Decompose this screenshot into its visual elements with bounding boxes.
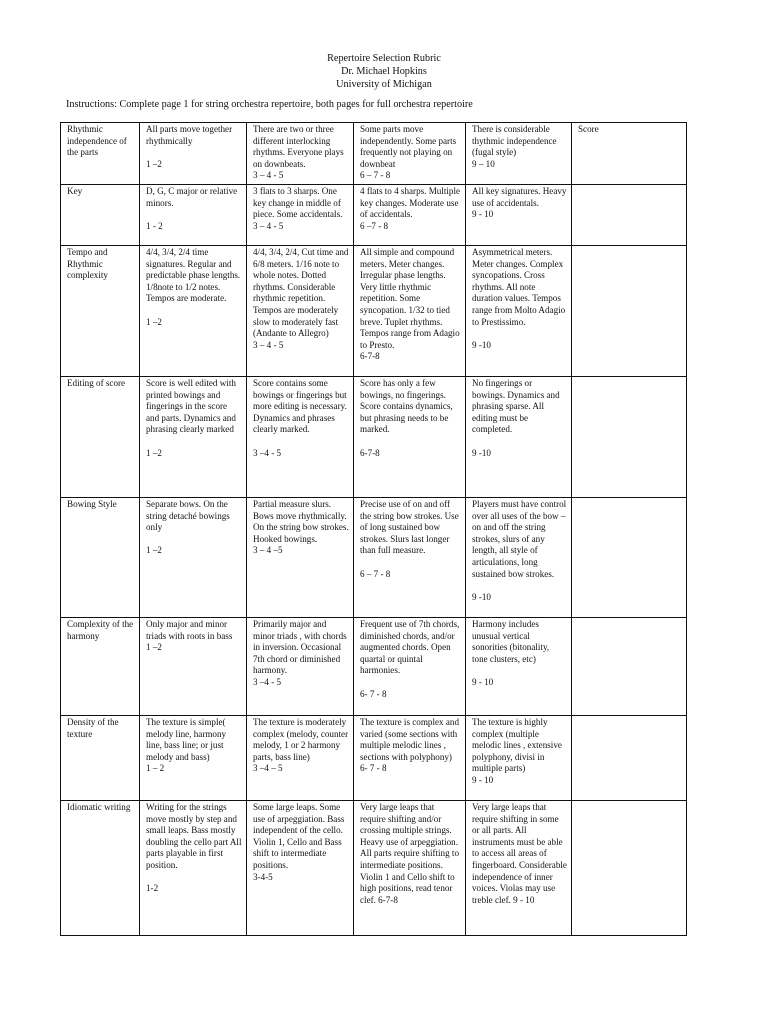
table-row xyxy=(61,184,687,245)
level-cell: All simple and compound meters. Meter changes. Irregular phase lengths. Very little rhythmic repetition. Some syncopation. 1/32 to tied breve. Tuplet rhythms. Tempos range from Adagio to Presto. 6-7-8 xyxy=(354,245,466,376)
level-cell: Very large leaps that require shifting and/or crossing multiple strings. Heavy use of arpeggiation. All parts require shifting to intermediate positions. Violin 1 and Cello shift to high positions, read tenor clef. 6-7-8 xyxy=(354,800,466,935)
level-cell: 4/4, 3/4, 2/4 time signatures. Regular and predictable phase lengths. 1/8note to 1/2 notes. Tempos are moderate. 1 –2 xyxy=(140,245,247,376)
level-cell: Score contains some bowings or fingerings but more editing is necessary. Dynamics and phrases clearly marked. 3 –4 - 5 xyxy=(247,376,354,497)
level-cell: The texture is complex and varied (some sections with multiple melodic lines , sections with polyphony) 6- 7 - 8 xyxy=(354,715,466,800)
table-row xyxy=(61,715,687,800)
score-cell[interactable] xyxy=(572,245,687,376)
document-header xyxy=(0,52,768,91)
level-cell: There is considerable thythmic independence (fugal style) 9 – 10 xyxy=(466,123,572,185)
level-cell: The texture is simple( melody line, harmony line, bass line; or just melody and bass) 1 – 2 xyxy=(140,715,247,800)
document-title: Repertoire Selection Rubric xyxy=(327,53,441,64)
level-cell: Harmony includes unusual vertical sonorities (bitonality, tone clusters, etc) 9 - 10 xyxy=(466,617,572,715)
level-cell: Separate bows. On the string detaché bowings only 1 –2 xyxy=(140,497,247,617)
table-row xyxy=(61,245,687,376)
score-cell[interactable] xyxy=(572,376,687,497)
level-cell: The texture is moderately complex (melody, counter melody, 1 or 2 harmony parts, bass line) 3 –4 – 5 xyxy=(247,715,354,800)
level-cell: Primarily major and minor triads , with chords in inversion. Occasional 7th chord or diminished harmony. 3 –4 - 5 xyxy=(247,617,354,715)
level-cell: Frequent use of 7th chords, diminished chords, and/or augmented chords. Open quartal or quintal harmonies. 6- 7 - 8 xyxy=(354,617,466,715)
table-row xyxy=(61,123,687,185)
score-cell[interactable] xyxy=(572,715,687,800)
table-row xyxy=(61,497,687,617)
category-cell: Tempo and Rhythmic complexity xyxy=(61,245,140,376)
level-cell: Some large leaps. Some use of arpeggiation. Bass independent of the cello. Violin 1, Cello and Bass shift to intermediate positions. 3-4-5 xyxy=(247,800,354,935)
level-cell: D, G, C major or relative minors. 1 - 2 xyxy=(140,184,247,245)
category-cell: Complexity of the harmony xyxy=(61,617,140,715)
level-cell: Only major and minor triads with roots in bass 1 –2 xyxy=(140,617,247,715)
table-row xyxy=(61,617,687,715)
category-cell: Idiomatic writing xyxy=(61,800,140,935)
institution-name: University of Michigan xyxy=(336,79,432,90)
level-cell: Score has only a few bowings, no fingerings. Score contains dynamics, but phrasing needs to be marked. 6-7-8 xyxy=(354,376,466,497)
level-cell: All key signatures. Heavy use of accidentals. 9 - 10 xyxy=(466,184,572,245)
level-cell: There are two or three different interlocking rhythms. Everyone plays on downbeats. 3 – 4 - 5 xyxy=(247,123,354,185)
level-cell: Some parts move independently. Some parts frequently not playing on downbeat 6 – 7 - 8 xyxy=(354,123,466,185)
score-cell[interactable] xyxy=(572,497,687,617)
category-cell: Bowing Style xyxy=(61,497,140,617)
level-cell: Very large leaps that require shifting in some or all parts. All instruments must be able to access all areas of fingerboard. Considerable independence of inner voices. Violas may use treble clef. 9 - 10 xyxy=(466,800,572,935)
table-row xyxy=(61,376,687,497)
level-cell: The texture is highly complex (multiple melodic lines , extensive polyphony, divisi in multiple parts) 9 - 10 xyxy=(466,715,572,800)
level-cell: Players must have control over all uses of the bow – on and off the string strokes, slurs of any length, all style of articulations, long sustained bow strokes. 9 -10 xyxy=(466,497,572,617)
level-cell: Score is well edited with printed bowings and fingerings in the score and parts. Dynamics and phrasing clearly marked 1 –2 xyxy=(140,376,247,497)
level-cell: Partial measure slurs. Bows move rhythmically. On the string bow strokes. Hooked bowings. 3 – 4 –5 xyxy=(247,497,354,617)
rubric-table xyxy=(60,122,687,936)
level-cell: 4 flats to 4 sharps. Multiple key changes. Moderate use of accidentals. 6 –7 - 8 xyxy=(354,184,466,245)
author-name: Dr. Michael Hopkins xyxy=(341,66,427,77)
category-cell: Density of the texture xyxy=(61,715,140,800)
level-cell: All parts move together rhythmically 1 –2 xyxy=(140,123,247,185)
level-cell: 3 flats to 3 sharps. One key change in middle of piece. Some accidentals. 3 – 4 - 5 xyxy=(247,184,354,245)
instructions-text: Instructions: Complete page 1 for string orchestra repertoire, both pages for full orchestra repertoire xyxy=(66,99,473,110)
score-cell[interactable] xyxy=(572,184,687,245)
score-cell[interactable] xyxy=(572,800,687,935)
score-cell[interactable] xyxy=(572,617,687,715)
level-cell: Writing for the strings move mostly by step and small leaps. Bass mostly doubling the cello part All parts playable in first position. 1-2 xyxy=(140,800,247,935)
level-cell: 4/4, 3/4, 2/4, Cut time and 6/8 meters. 1/16 note to whole notes. Dotted rhythms. Considerable rhythmic repetition. Tempos are moderately slow to moderately fast (Andante to Allegro) 3 – 4 - 5 xyxy=(247,245,354,376)
category-cell: Rhythmic independence of the parts xyxy=(61,123,140,185)
score-header-cell: Score xyxy=(572,123,687,185)
table-row xyxy=(61,800,687,935)
category-cell: Editing of score xyxy=(61,376,140,497)
level-cell: Asymmetrical meters. Meter changes. Complex syncopations. Cross rhythms. All note duration values. Tempos range from Molto Adagio to Prestissimo. 9 -10 xyxy=(466,245,572,376)
level-cell: Precise use of on and off the string bow strokes. Use of long sustained bow strokes. Slurs last longer than full measure. 6 – 7 - 8 xyxy=(354,497,466,617)
level-cell: No fingerings or bowings. Dynamics and phrasing sparse. All editing must be completed. 9 -10 xyxy=(466,376,572,497)
category-cell: Key xyxy=(61,184,140,245)
